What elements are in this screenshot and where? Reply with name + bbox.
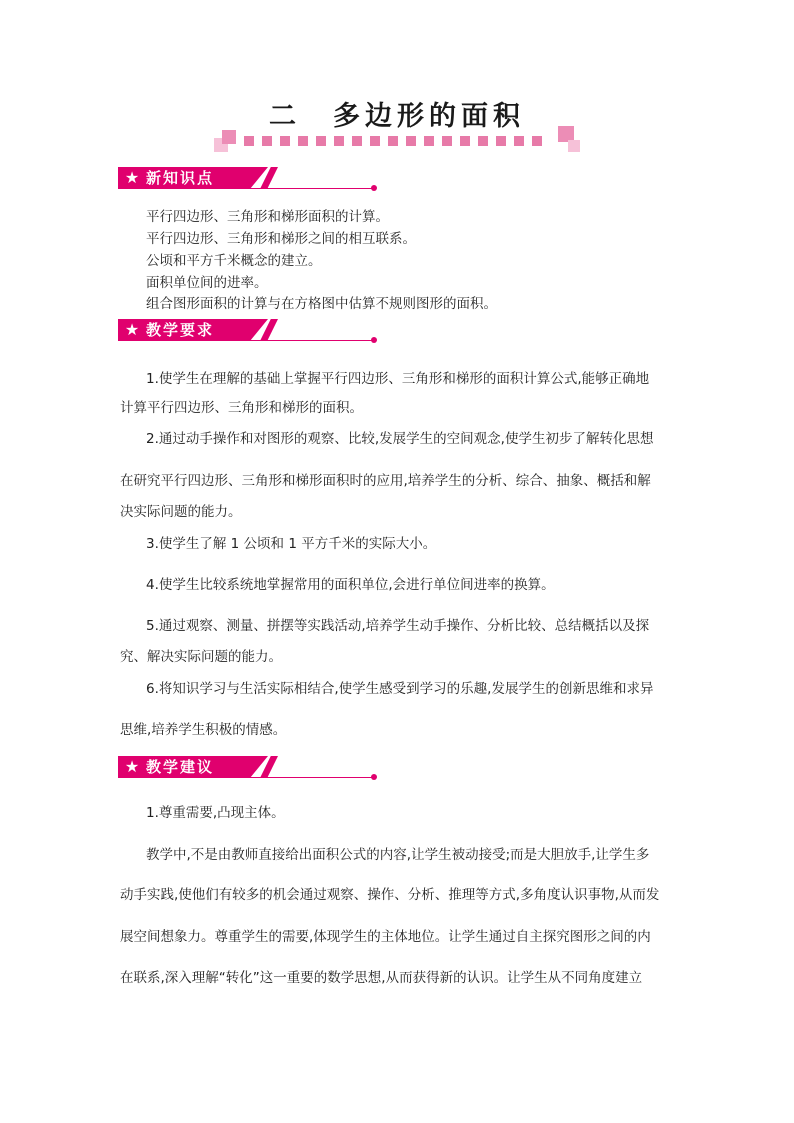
list-item: 平行四边形、三角形和梯形之间的相互联系。 bbox=[146, 231, 416, 247]
section-heading: 教学建议 bbox=[146, 758, 215, 776]
paragraph-line: 4.使学生比较系统地掌握常用的面积单位,会进行单位间进率的换算。 bbox=[146, 577, 555, 593]
paragraph-line: 6.将知识学习与生活实际相结合,使学生感受到学习的乐趣,发展学生的创新思维和求异 bbox=[146, 681, 654, 697]
section-header-new-knowledge bbox=[118, 167, 380, 189]
paragraph-line: 决实际问题的能力。 bbox=[120, 504, 242, 520]
star-icon: ★ bbox=[124, 757, 140, 776]
paragraph-line: 计算平行四边形、三角形和梯形的面积。 bbox=[120, 400, 363, 416]
title-decoration bbox=[214, 124, 584, 158]
paragraph-line: 5.通过观察、测量、拼摆等实践活动,培养学生动手操作、分析比较、总结概括以及探 bbox=[146, 618, 650, 634]
paragraph-line: 1.尊重需要,凸现主体。 bbox=[146, 805, 285, 821]
paragraph-line: 在联系,深入理解“转化”这一重要的数学思想,从而获得新的认识。让学生从不同角度建立 bbox=[120, 970, 643, 986]
paragraph-line: 究、解决实际问题的能力。 bbox=[120, 649, 282, 665]
page-title: 二 多边形的面积 bbox=[269, 101, 525, 132]
list-item: 公顷和平方千米概念的建立。 bbox=[146, 253, 322, 269]
list-item: 平行四边形、三角形和梯形面积的计算。 bbox=[146, 209, 389, 225]
paragraph-line: 动手实践,使他们有较多的机会通过观察、操作、分析、推理等方式,多角度认识事物,从而发 bbox=[120, 887, 660, 903]
star-icon: ★ bbox=[124, 168, 140, 187]
paragraph-line: 1.使学生在理解的基础上掌握平行四边形、三角形和梯形的面积计算公式,能够正确地 bbox=[146, 371, 650, 387]
section-header-teaching-requirements bbox=[118, 319, 380, 341]
paragraph-line: 教学中,不是由教师直接给出面积公式的内容,让学生被动接受;而是大胆放手,让学生多 bbox=[146, 847, 650, 863]
section-heading: 教学要求 bbox=[146, 321, 215, 339]
paragraph-line: 3.使学生了解 1 公顷和 1 平方千米的实际大小。 bbox=[146, 536, 437, 552]
paragraph-line: 展空间想象力。尊重学生的需要,体现学生的主体地位。让学生通过自主探究图形之间的内 bbox=[120, 929, 651, 945]
list-item: 组合图形面积的计算与在方格图中估算不规则图形的面积。 bbox=[146, 296, 497, 312]
section-heading: 新知识点 bbox=[146, 169, 215, 187]
list-item: 面积单位间的进率。 bbox=[146, 275, 268, 291]
paragraph-line: 在研究平行四边形、三角形和梯形面积时的应用,培养学生的分析、综合、抽象、概括和解 bbox=[120, 473, 651, 489]
paragraph-line: 思维,培养学生积极的情感。 bbox=[120, 722, 287, 738]
paragraph-line: 2.通过动手操作和对图形的观察、比较,发展学生的空间观念,使学生初步了解转化思想 bbox=[146, 431, 654, 447]
section-header-teaching-suggestions bbox=[118, 756, 380, 778]
star-icon: ★ bbox=[124, 320, 140, 339]
